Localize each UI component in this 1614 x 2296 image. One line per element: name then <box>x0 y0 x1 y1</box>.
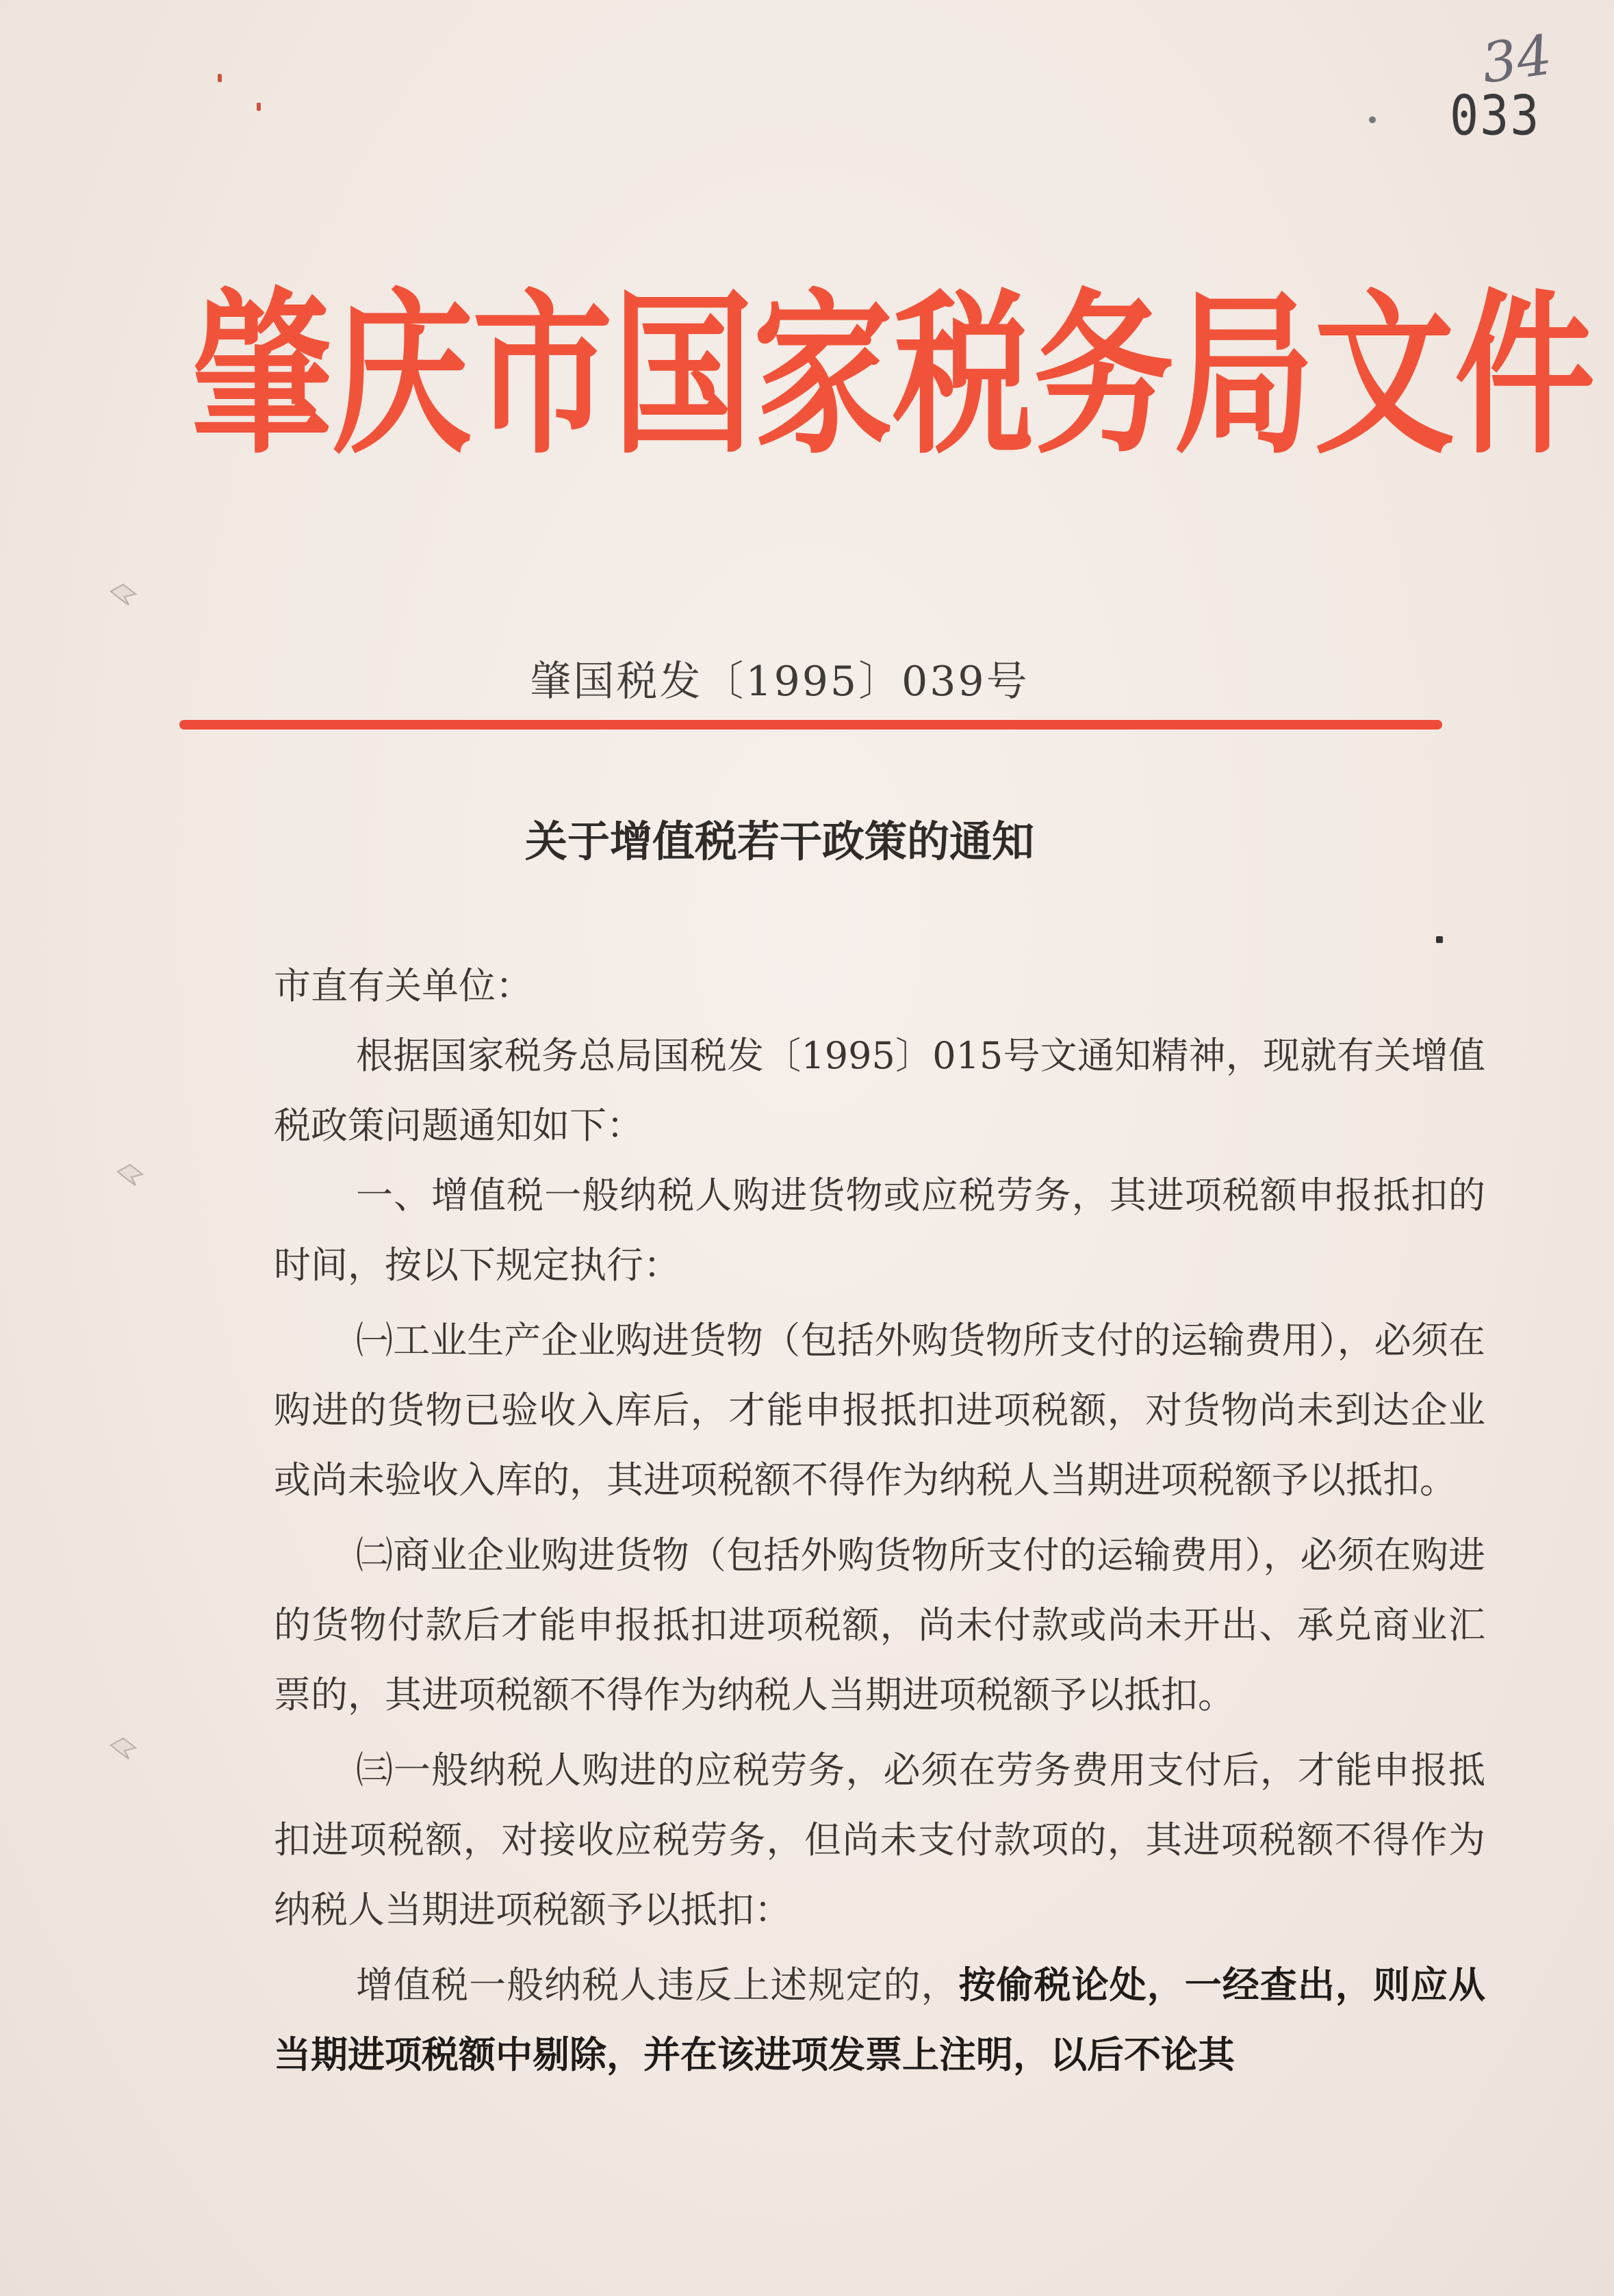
letterhead-char: 市 <box>472 274 613 478</box>
intro-paragraph: 根据国家税务总局国税发〔1995〕015号文通知精神，现就有关增值税政策问题通知如下： <box>274 1034 1485 1147</box>
sub-item-two-paragraph: ㈡商业企业购进货物（包括外购货物所支付的运输费用），必须在购进的货物付款后才能申报抵扣进项税额，尚未付款或尚未开出、承兑商业汇票的，其进项税额不得作为纳税人当期进项税额予以抵扣。 <box>274 1534 1485 1716</box>
letterhead-char: 庆 <box>332 274 472 478</box>
handwritten-page-number: 34 <box>1478 23 1556 96</box>
letterhead-char: 局 <box>1174 274 1314 478</box>
item-one-paragraph: 一、增值税一般纳税人购进货物或应税劳务，其进项税额申报抵扣的时间，按以下规定执行： <box>274 1174 1485 1287</box>
ink-speck <box>218 74 222 82</box>
punch-hole-icon <box>108 1736 138 1762</box>
letterhead-char: 务 <box>1034 274 1174 478</box>
letterhead-char: 文 <box>1314 274 1455 478</box>
sub-item-one-paragraph: ㈠工业生产企业购进货物（包括外购货物所支付的运输费用），必须在购进的货物已验收入库后，才能申报抵扣进项税额，对货物尚未到达企业或尚未验收入库的，其进项税额不得作为纳税人当期进项税额予以抵扣。 <box>274 1319 1485 1501</box>
letterhead-char: 国 <box>613 274 753 478</box>
archive-page-number: 033 <box>1450 83 1541 149</box>
sub-item-three-paragraph: ㈢一般纳税人购进的应税劳务，必须在劳务费用支付后，才能申报抵扣进项税额，对接收应税劳务，但尚未支付款项的，其进项税额不得作为纳税人当期进项税额予以抵扣： <box>274 1749 1485 1931</box>
punch-hole-icon <box>108 582 138 608</box>
letterhead-char: 肇 <box>192 274 332 478</box>
document-number: 肇国税发〔1995〕039号 <box>530 658 1029 706</box>
ink-dot <box>1369 116 1376 123</box>
notice-title: 关于增值税若干政策的通知 <box>524 816 1034 866</box>
document-body <box>274 951 1485 2090</box>
letterhead-char: 件 <box>1455 274 1595 478</box>
letterhead-char: 家 <box>753 274 893 478</box>
letterhead-char: 税 <box>893 274 1034 478</box>
closing-text: 增值税一般纳税人违反上述规定的， <box>356 1963 959 2007</box>
closing-paragraph <box>274 1950 1485 2090</box>
punch-hole-icon <box>115 1162 145 1188</box>
red-divider-rule <box>179 720 1442 730</box>
ink-speck <box>257 103 261 111</box>
ink-dot <box>1436 936 1443 943</box>
letterhead-title <box>192 274 1595 479</box>
salutation: 市直有关单位： <box>274 964 533 1007</box>
closing-emphasis: 按偷税论处，一经查出，则应从当期进项税额中剔除，并在该进项发票上注明，以后不论其 <box>274 1963 1486 2076</box>
